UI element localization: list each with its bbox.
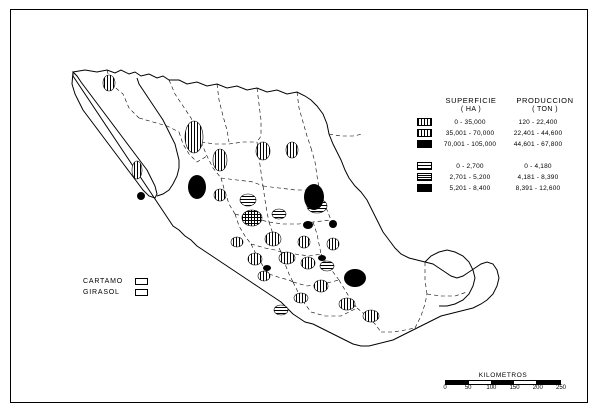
map-legend <box>417 96 577 194</box>
legend-production-value: 120 - 22,400 <box>518 118 558 126</box>
scale-segment <box>514 381 537 384</box>
legend-unit-production: ( TON ) <box>532 106 558 113</box>
solid-class-areas <box>137 175 366 287</box>
scale-segment <box>537 381 560 384</box>
legend-swatch-horizontal-lines-icon <box>417 162 432 170</box>
legend-row <box>417 183 577 193</box>
legend-divider <box>417 150 577 157</box>
legend-surface-value: 0 - 35,000 <box>454 118 486 126</box>
scale-ticks <box>443 385 567 394</box>
crop-key-row-girasol <box>83 287 148 298</box>
legend-group-cartamo <box>417 117 577 149</box>
scale-segment <box>469 381 492 384</box>
mexico-map-graphic <box>11 10 587 402</box>
legend-row <box>417 117 577 127</box>
legend-production-value: 8,391 - 12,600 <box>515 184 561 192</box>
legend-surface-value: 0 - 2,700 <box>456 162 484 170</box>
legend-header-surface: SUPERFICIE <box>445 96 497 105</box>
legend-units <box>417 106 577 113</box>
legend-swatch-cross-hatch-icon <box>417 129 432 137</box>
scale-title: KILOMETROS <box>478 372 528 379</box>
legend-production-value: 4,181 - 8,390 <box>517 173 559 181</box>
crop-key <box>83 276 148 298</box>
crop-key-row-cartamo <box>83 276 148 287</box>
state-boundaries <box>107 70 467 332</box>
crop-swatch-girasol-icon <box>135 289 148 296</box>
crop-swatch-cartamo-icon <box>135 278 148 285</box>
scale-segment <box>492 381 515 384</box>
legend-surface-value: 2,701 - 5,200 <box>449 173 491 181</box>
scale-tick: 250 <box>555 385 567 391</box>
scale-tick: 150 <box>509 385 520 391</box>
scale-tick: 50 <box>464 385 472 391</box>
scale-segment <box>446 381 469 384</box>
legend-row <box>417 172 577 182</box>
legend-row <box>417 161 577 171</box>
legend-headers <box>417 96 577 105</box>
legend-surface-value: 5,201 - 8,400 <box>449 184 491 192</box>
legend-swatch-vertical-lines-icon <box>417 118 432 126</box>
legend-production-value: 44,601 - 67,800 <box>513 140 563 148</box>
map-frame <box>10 9 588 403</box>
legend-swatch-solid-black-icon <box>417 184 432 192</box>
legend-swatch-solid-black-icon <box>417 140 432 148</box>
legend-swatch-horizontal-dense-icon <box>417 173 432 181</box>
legend-surface-value: 35,001 - 70,000 <box>445 129 495 137</box>
legend-header-production: PRODUCCION <box>516 96 574 105</box>
legend-surface-value: 70,001 - 105,000 <box>443 140 497 148</box>
scale-tick: 100 <box>486 385 497 391</box>
legend-group-girasol <box>417 161 577 193</box>
crop-label-girasol: GIRASOL <box>83 289 120 296</box>
legend-row <box>417 139 577 149</box>
scale-tick: 200 <box>532 385 543 391</box>
scale-tick: 0 <box>443 385 447 391</box>
legend-unit-surface: ( HA ) <box>460 106 482 113</box>
scale-bar-group <box>443 372 567 394</box>
legend-production-value: 0 - 4,180 <box>524 162 552 170</box>
crop-label-cartamo: CARTAMO <box>83 278 123 285</box>
legend-production-value: 22,401 - 44,600 <box>513 129 563 137</box>
legend-row <box>417 128 577 138</box>
